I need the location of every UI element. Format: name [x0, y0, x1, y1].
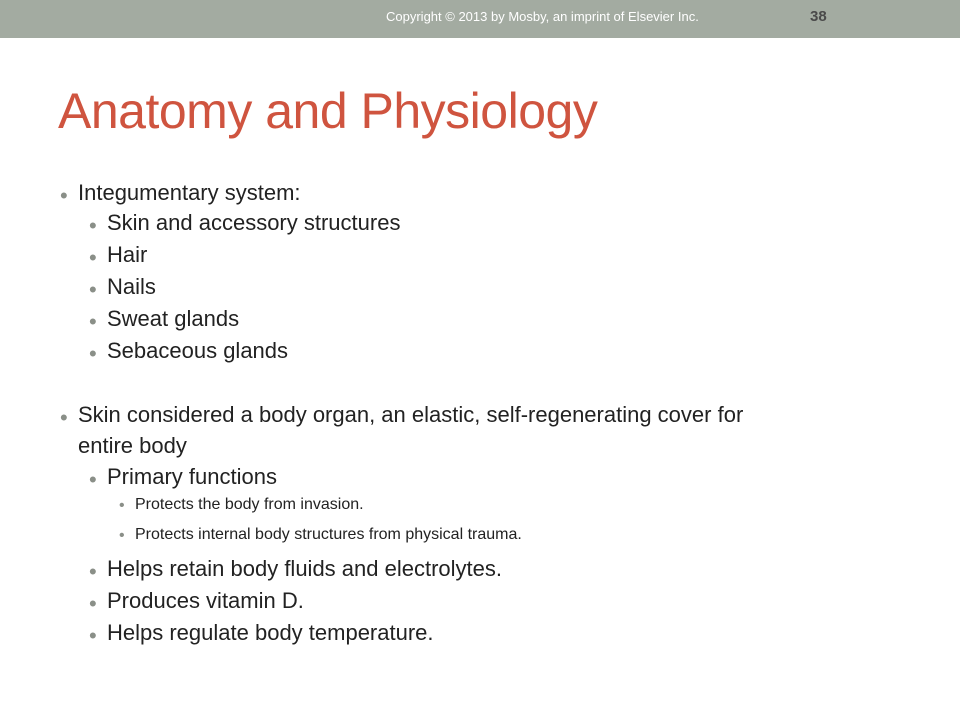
- bullet-marker: •: [89, 245, 97, 270]
- bullet-retain-fluids: Helps retain body fluids and electrolytes.: [107, 556, 502, 581]
- bullet-skin-organ-line2: entire body: [78, 433, 187, 458]
- bullet-regulate-temperature: Helps regulate body temperature.: [107, 620, 434, 645]
- bullet-protects-trauma: Protects internal body structures from physical trauma.: [135, 526, 522, 543]
- bullet-marker: •: [119, 527, 125, 544]
- bullet-marker: •: [89, 591, 97, 616]
- bullet-protects-invasion: Protects the body from invasion.: [135, 496, 364, 513]
- bullet-primary-functions: Primary functions: [107, 464, 277, 489]
- bullet-marker: •: [89, 467, 97, 492]
- bullet-marker: •: [89, 213, 97, 238]
- bullet-hair: Hair: [107, 242, 148, 267]
- bullet-skin-organ-line1: Skin considered a body organ, an elastic, self-regenerating cover for: [78, 402, 744, 427]
- bullet-marker: •: [119, 497, 125, 514]
- copyright-text: Copyright © 2013 by Mosby, an imprint of Elsevier Inc.: [386, 9, 699, 24]
- bullet-marker: •: [60, 183, 68, 208]
- bullet-marker: •: [89, 559, 97, 584]
- bullet-nails: Nails: [107, 274, 156, 299]
- bullet-sebaceous-glands: Sebaceous glands: [107, 338, 289, 363]
- bullet-sweat-glands: Sweat glands: [107, 306, 240, 331]
- slide-number: 38: [810, 8, 827, 25]
- bullet-integumentary-system: Integumentary system:: [78, 180, 301, 205]
- bullet-marker: •: [89, 341, 97, 366]
- slide-title: Anatomy and Physiology: [58, 83, 598, 139]
- bullet-skin-accessory: Skin and accessory structures: [107, 210, 401, 235]
- bullet-marker: •: [60, 405, 68, 430]
- top-bar: [0, 0, 960, 38]
- bullet-marker: •: [89, 623, 97, 648]
- bullet-marker: •: [89, 277, 97, 302]
- bullet-marker: •: [89, 309, 97, 334]
- bullet-vitamin-d: Produces vitamin D.: [107, 588, 304, 613]
